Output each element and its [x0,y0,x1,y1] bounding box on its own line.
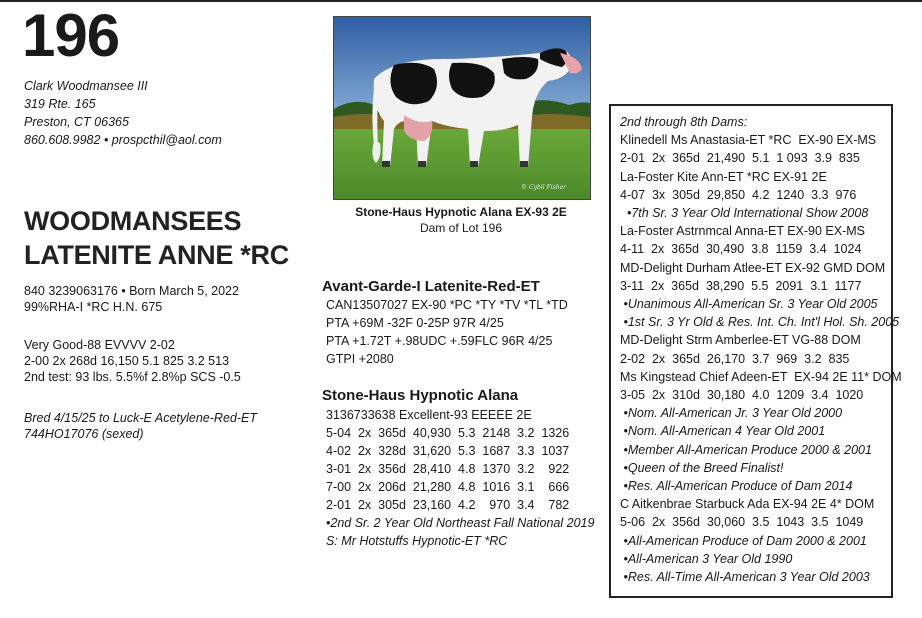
dam-record-3: 3-01 2x 356d 28,410 4.8 1370 3.2 922 [326,462,570,476]
photo-watermark: © Cybil Fisher [521,184,566,191]
animal-test: 2nd test: 93 lbs. 5.5%f 2.8%p SCS -0.5 [24,370,241,384]
dam-note: •Member All-American Produce 2000 & 2001 [620,442,872,457]
dam-line: 3-05 2x 310d 30,180 4.0 1209 3.4 1020 [620,388,864,403]
dams-header: 2nd through 8th Dams: [620,115,748,129]
seller-address-2: Preston, CT 06365 [24,115,129,129]
dam-line: 4-11 2x 365d 30,490 3.8 1159 3.4 1024 [620,242,862,257]
dam-line: La-Foster Astrnmcal Anna-ET EX-90 EX-MS [620,224,866,239]
seller-name: Clark Woodmansee III [24,79,148,93]
dam-line-1: 3136733638 Excellent-93 EEEEE 2E [326,408,532,422]
dam-note-1: •2nd Sr. 2 Year Old Northeast Fall National 2019 [326,516,595,530]
dam-line: C Aitkenbrae Starbuck Ada EX-94 2E 4* DOM [620,497,875,512]
seller-contact: 860.608.9982 • prospcthil@aol.com [24,133,222,147]
sire-heading: Avant-Garde-I Latenite-Red-ET [322,278,540,295]
animal-classification: Very Good-88 EVVVV 2-02 [24,338,175,352]
sire-line-4: GTPI +2080 [326,352,394,366]
dam-record-4: 7-00 2x 206d 21,280 4.8 1016 3.1 666 [326,480,570,494]
lot-number: 196 [22,2,120,69]
dam-line: MD-Delight Strm Amberlee-ET VG-88 DOM [620,333,861,348]
dam-line: Ms Kingstead Chief Adeen-ET EX-94 2E 11* DOM [620,369,902,384]
dam-line: 3-11 2x 365d 38,290 5.5 2091 3.1 1177 [620,278,862,293]
dam-line: 2-02 2x 365d 26,170 3.7 969 3.2 835 [620,351,850,366]
dams-lines [620,131,902,586]
dam-record-2: 4-02 2x 328d 31,620 5.3 1687 3.3 1037 [326,444,570,458]
photo-caption-sub: Dam of Lot 196 [419,221,503,235]
dam-record-5: 2-01 2x 305d 23,160 4.2 970 3.4 782 [326,498,570,512]
dam-line: 4-07 3x 305d 29,850 4.2 1240 3.3 976 [620,187,857,202]
dam-note: •All-American Produce of Dam 2000 & 2001 [620,533,867,548]
seller-address-1: 319 Rte. 165 [24,97,96,111]
animal-record: 2-00 2x 268d 16,150 5.1 825 3.2 513 [24,354,230,368]
seller-info [24,77,222,149]
dam-note: •Unanimous All-American Sr. 3 Year Old 2005 [620,297,878,312]
cow-photo-illustration [334,17,590,199]
dam-note-2: S: Mr Hotstuffs Hypnotic-ET *RC [326,534,508,548]
dams-box [609,104,902,598]
dam-line: 2-01 2x 365d 21,490 5.1 1 093 3.9 835 [620,151,860,166]
cow-photo [333,16,591,200]
dam-note: •1st Sr. 3 Yr Old & Res. Int. Ch. Int'l Hol. Sh. 2005 [620,315,900,330]
dam-line: MD-Delight Durham Atlee-ET EX-92 GMD DOM [620,260,886,275]
animal-name-line-1: WOODMANSEES [24,206,242,236]
dam-note: •Res. All-Time All-American 3 Year Old 2003 [620,570,870,585]
animal-id-line: 840 3239063176 • Born March 5, 2022 [24,284,239,298]
sire-line-2: PTA +69M -32F 0-25P 97R 4/25 [326,316,504,330]
dam-note: •7th Sr. 3 Year Old International Show 2008 [620,206,869,221]
dam-note: •Nom. All-American 4 Year Old 2001 [620,424,826,439]
photo-caption: Stone-Haus Hypnotic Alana EX-93 2E [355,205,567,219]
dam-heading: Stone-Haus Hypnotic Alana [322,387,519,404]
animal-genetics-line: 99%RHA-I *RC H.N. 675 [24,300,163,314]
bred-line-2: 744HO17076 (sexed) [24,427,144,441]
dam-note: •Nom. All-American Jr. 3 Year Old 2000 [620,406,843,421]
dam-line: 5-06 2x 356d 30,060 3.5 1043 3.5 1049 [620,515,864,530]
dam-note: •Queen of the Breed Finalist! [620,460,784,475]
dam-line: Klinedell Ms Anastasia-ET *RC EX-90 EX-MS [620,133,877,148]
animal-bred-block [24,410,257,442]
dam-note: •Res. All-American Produce of Dam 2014 [620,479,853,494]
animal-record-block [24,337,241,385]
sire-line-1: CAN13507027 EX-90 *PC *TY *TV *TL *TD [326,298,568,312]
sire-line-3: PTA +1.72T +.98UDC +.59FLC 96R 4/25 [326,334,553,348]
animal-name [24,204,289,272]
bred-line-1: Bred 4/15/25 to Luck-E Acetylene-Red-ET [24,411,257,425]
dam-record-1: 5-04 2x 365d 40,930 5.3 2148 3.2 1326 [326,426,570,440]
animal-name-line-2: LATENITE ANNE *RC [24,240,289,270]
top-rule [0,0,922,2]
dam-line: La-Foster Kite Ann-ET *RC EX-91 2E [620,169,827,184]
dam-note: •All-American 3 Year Old 1990 [620,551,793,566]
animal-id-block [24,283,239,315]
